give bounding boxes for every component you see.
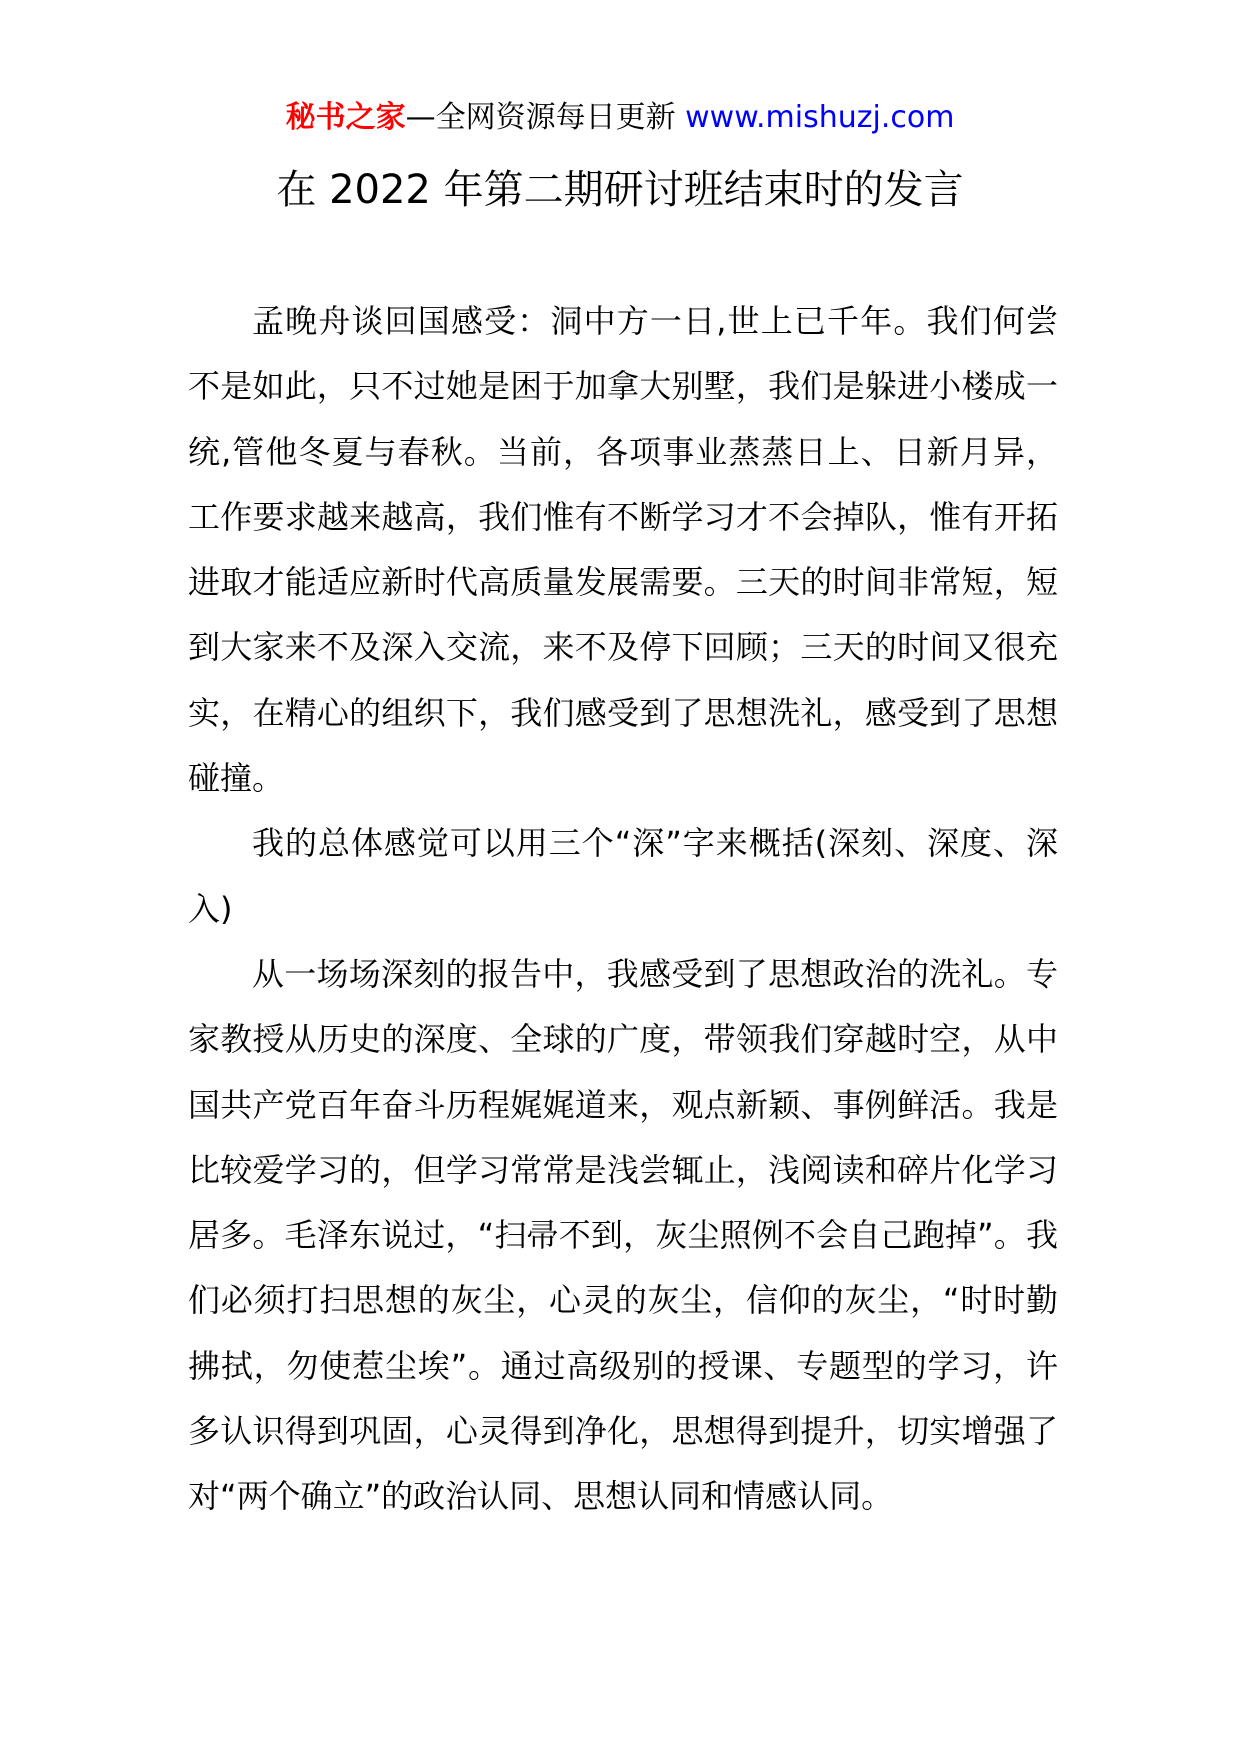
site-tagline: —全网资源每日更新 bbox=[405, 100, 686, 135]
site-header bbox=[0, 98, 1240, 138]
site-brand: 秘书之家 bbox=[285, 100, 406, 135]
paragraph-3: 从一场场深刻的报告中，我感受到了思想政治的洗礼。专家教授从历史的深度、全球的广度，带领我们穿越时空，从中国共产党百年奋斗历程娓娓道来，观点新颖、事例鲜活。我是比较爱学习的，但学习常常是浅尝辄止，浅阅读和碎片化学习居多。毛泽东说过，“扫帚不到，灰尘照例不会自己跑掉”。我们必须打扫思想的灰尘，心灵的灰尘，信仰的灰尘，“时时勤拂拭，勿使惹尘埃”。通过高级别的授课、专题型的学习，许多认识得到巩固，心灵得到净化，思想得到提升，切实增强了对“两个确立”的政治认同、思想认同和情感认同。 bbox=[188, 954, 1058, 1516]
paragraph-2: 我的总体感觉可以用三个“深”字来概括(深刻、深度、深入) bbox=[188, 824, 1058, 928]
document-title: 在 2022 年第二期研讨班结束时的发言 bbox=[276, 167, 964, 213]
site-url-link[interactable]: www.mishuzj.com bbox=[685, 100, 955, 135]
document-body bbox=[188, 289, 1058, 1530]
paragraph-1: 孟晚舟谈回国感受：洞中方一日,世上已千年。我们何尝不是如此，只不过她是困于加拿大别墅，我们是躲进小楼成一统,管他冬夏与春秋。当前，各项事业蒸蒸日上、日新月异，工作要求越来越高，我们惟有不断学习才不会掉队，惟有开拓进取才能适应新时代高质量发展需要。三天的时间非常短，短到大家来不及深入交流，来不及停下回顾；三天的时间又很充实，在精心的组织下，我们感受到了思想洗礼，感受到了思想碰撞。 bbox=[188, 302, 1058, 798]
